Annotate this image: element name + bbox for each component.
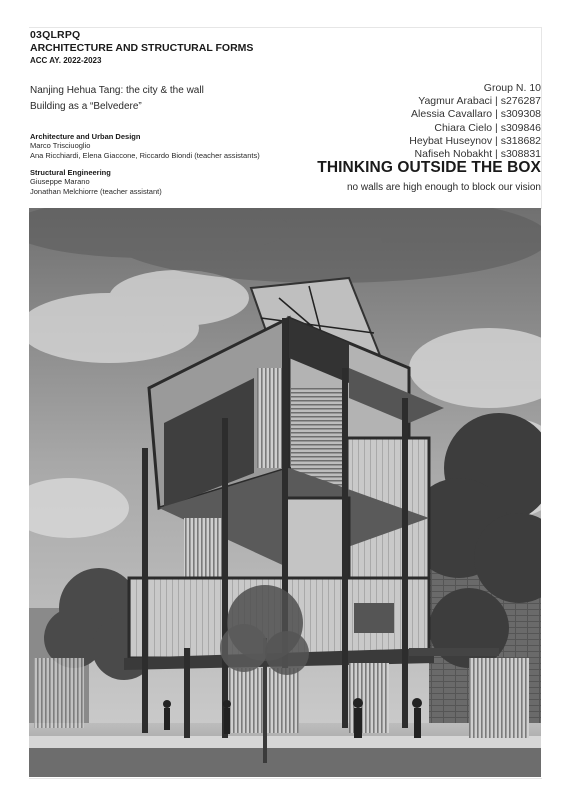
course-title: ARCHITECTURE AND STRUCTURAL FORMS bbox=[30, 42, 254, 54]
teachers-structural bbox=[30, 168, 162, 196]
architecture-lead: Marco Trisciuoglio bbox=[30, 141, 91, 150]
fence-left bbox=[34, 658, 84, 728]
group-member: Heybat Huseynov | s318682 bbox=[409, 134, 541, 147]
group-title: Group N. 10 bbox=[483, 82, 541, 94]
structural-assistant: Jonathan Melchiorre (teacher assistant) bbox=[30, 186, 162, 196]
structural-lead: Giuseppe Marano bbox=[30, 177, 90, 186]
path bbox=[29, 736, 541, 748]
lower-window bbox=[354, 603, 394, 633]
architecture-heading: Architecture and Urban Design bbox=[30, 132, 141, 141]
group-block bbox=[409, 82, 541, 161]
structural-heading: Structural Engineering bbox=[30, 168, 111, 177]
canopy-slats bbox=[469, 658, 529, 738]
render-illustration bbox=[29, 208, 541, 777]
lawn bbox=[29, 748, 541, 777]
frame-line-top bbox=[29, 27, 542, 28]
theme-title: Nanjing Hehua Tang: the city & the wall bbox=[30, 85, 204, 96]
frame-line-right bbox=[541, 27, 542, 209]
teachers-architecture bbox=[30, 132, 260, 160]
architecture-assistants: Ana Ricchiardi, Elena Giaccone, Riccardo Biondi (teacher assistants) bbox=[30, 150, 260, 160]
group-member: Yagmur Arabaci | s276287 bbox=[418, 95, 541, 108]
group-member: Alessia Cavallaro | s309308 bbox=[411, 108, 541, 121]
project-headline: THINKING OUTSIDE THE BOX bbox=[317, 159, 541, 176]
mid-slats bbox=[184, 518, 224, 583]
canopy bbox=[409, 648, 499, 656]
course-code: 03QLRPQ bbox=[30, 29, 81, 41]
mid-box-front bbox=[284, 498, 349, 588]
academic-year: ACC AY. 2022-2023 bbox=[30, 56, 102, 65]
theme-subtitle: Building as a “Belvedere” bbox=[30, 101, 142, 112]
frame-line-bottom bbox=[29, 778, 542, 779]
architectural-render bbox=[29, 208, 541, 777]
group-member: Nafiseh Nobakht | s308831 bbox=[414, 148, 541, 161]
project-tagline: no walls are high enough to block our vision bbox=[346, 182, 541, 193]
group-member: Chiara Cielo | s309846 bbox=[434, 121, 541, 134]
